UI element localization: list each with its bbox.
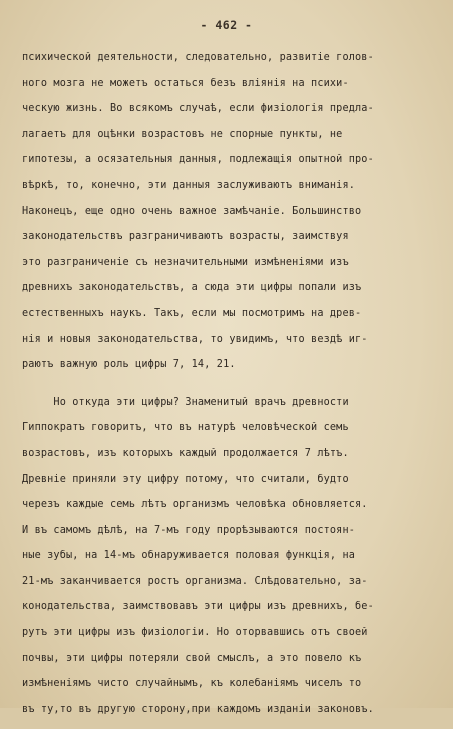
text-line: почвы, эти цифры потеряли свой смыслъ, а это повело къ: [22, 652, 362, 664]
text-line: психической деятельности, следовательно, развитіе голов-: [22, 52, 374, 63]
text-line: конодательства, заимствовавъ эти цифры изъ древнихъ, бе-: [22, 601, 374, 613]
text-line: раютъ важную роль цифры 7, 14, 21.: [22, 359, 236, 371]
text-line: 21-мъ заканчивается ростъ организма. Слѣдовательно, за-: [22, 575, 368, 587]
paragraph-1: [22, 52, 438, 385]
text-line: ческую жизнь. Во всякомъ случаѣ, если физіологія предла-: [22, 103, 374, 115]
text-line: Древніе приняли эту цифру потому, что считали, будто: [22, 473, 349, 485]
paragraph-gap: [22, 385, 438, 397]
text-line: рутъ эти цифры изъ физіологіи. Но оторвавшись отъ своей: [22, 627, 368, 639]
body-text: [22, 52, 438, 729]
text-line: ные зубы, на 14-мъ обнаруживается половая функція, на: [22, 550, 356, 562]
text-line: законодательствъ разграничиваютъ возрасты, заимствуя: [22, 231, 349, 243]
text-line: естественныхъ наукъ. Такъ, если мы посмотримъ на древ-: [22, 307, 362, 319]
text-line: ного мозга не можетъ остаться безъ вліянія на психи-: [22, 77, 349, 89]
text-line: вѣркѣ, то, конечно, эти данныя заслуживаютъ вниманія.: [22, 179, 356, 191]
text-line: Наконецъ, еще одно очень важное замѣчаніе. Большинство: [22, 205, 362, 217]
text-line: измѣненіямъ чисто случайнымъ, къ колебаніямъ чиселъ то: [22, 678, 362, 690]
text-line: нія и новыя законодательства, то увидимъ, что вездѣ иг-: [22, 333, 368, 345]
text-line: древнихъ законодательствъ, а сюда эти цифры попали изъ: [22, 282, 362, 294]
text-line: черезъ каждые семь лѣтъ организмъ человѣка обновляется.: [22, 499, 368, 511]
page-number: - 462 -: [200, 18, 253, 32]
text-line: лагаетъ для оцѣнки возрастовъ не спорные пункты, не: [22, 128, 343, 140]
text-line: Гиппократъ говоритъ, что въ натурѣ человѣческой семь: [22, 422, 349, 434]
text-line: въ ту,то въ другую сторону,при каждомъ изданіи законовъ.: [22, 703, 374, 715]
text-line: возрастовъ, изъ которыхъ каждый продолжается 7 лѣтъ.: [22, 447, 349, 459]
text-line: гипотезы, а осязательныя данныя, подлежащія опытной про-: [22, 154, 374, 166]
paragraph-2: [22, 397, 438, 729]
text-line: это разграниченіе съ незначительными измѣненіями изъ: [22, 256, 349, 268]
text-line: И въ самомъ дѣлѣ, на 7-мъ году прорѣзываются постоян-: [22, 524, 356, 536]
text-line: Но откуда эти цифры? Знаменитый врачъ древности: [22, 396, 349, 408]
